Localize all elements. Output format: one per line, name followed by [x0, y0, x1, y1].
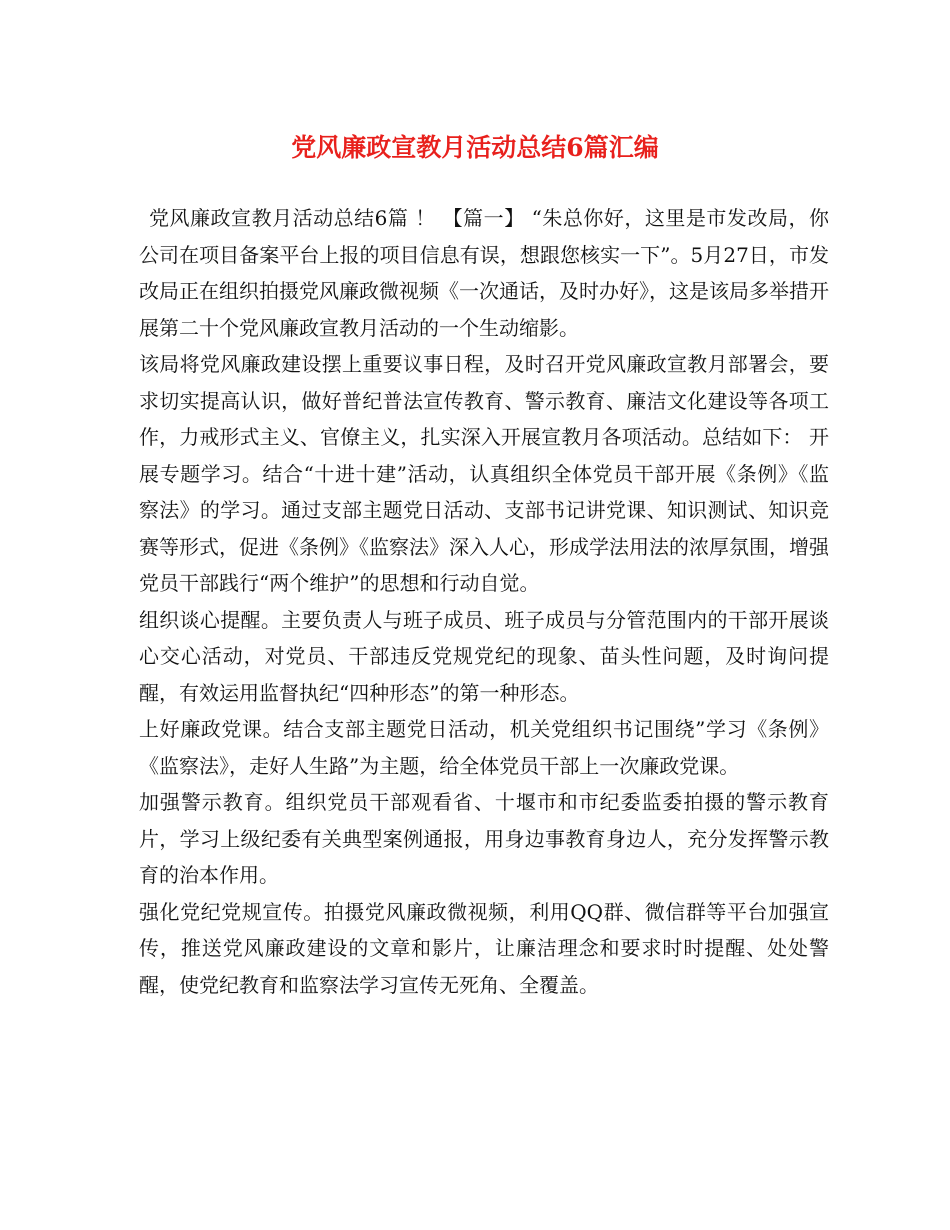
paragraph-summary: 该局将党风廉政建设摆上重要议事日程，及时召开党风廉政宣教月部署会，要求切实提高认识，做好普纪普法宣传教育、警示教育、廉洁文化建设等各项工作，力戒形式主义、官僚主义，扎实深入开展宣教月各项活动。总结如下： 开展专题学习。结合“十进十建”活动，认真组织全体党员干部开展《条例》《监察法》的学习。通过支部主题党日活动、支部书记讲党课、知识测试、知识竞赛等形式，促进《条例》《监察法》深入人心，形成学法用法的浓厚氛围，增强党员干部践行“两个维护”的思想和行动自觉。 [139, 352, 829, 595]
document-title: 党风廉政宣教月活动总结6篇汇编 [291, 133, 659, 162]
paragraph-party-lecture: 上好廉政党课。结合支部主题党日活动，机关党组织书记围绕”学习《条例》《监察法》，走好人生路”为主题，给全体党员干部上一次廉政党课。 [139, 717, 829, 778]
paragraph-heart-to-heart: 组织谈心提醒。主要负责人与班子成员、班子成员与分管范围内的干部开展谈心交心活动，对党员、干部违反党规党纪的现象、苗头性问题，及时询问提醒，有效运用监督执纪“四种形态”的第一种形态。 [139, 607, 829, 705]
paragraph-intro: 党风廉政宣教月活动总结6篇 ！ 【篇一】 “朱总你好，这里是市发改局，你公司在项目备案平台上报的项目信息有误，想跟您核实一下”。5月27日，市发改局正在组织拍摄党风廉政微视频《一次通话，及时办好》，这是该局多举措开展第二十个党风廉政宣教月活动的一个生动缩影。 [139, 206, 829, 340]
document-body [139, 200, 829, 1003]
paragraph-publicity: 强化党纪党规宣传。拍摄党风廉政微视频，利用QQ群、微信群等平台加强宣传，推送党风廉政建设的文章和影片，让廉洁理念和要求时时提醒、处处警醒，使党纪教育和监察法学习宣传无死角、全覆盖。 [139, 899, 829, 997]
paragraph-warning-education: 加强警示教育。组织党员干部观看省、十堰市和市纪委监委拍摄的警示教育片，学习上级纪委有关典型案例通报，用身边事教育身边人，充分发挥警示教育的治本作用。 [139, 790, 829, 887]
